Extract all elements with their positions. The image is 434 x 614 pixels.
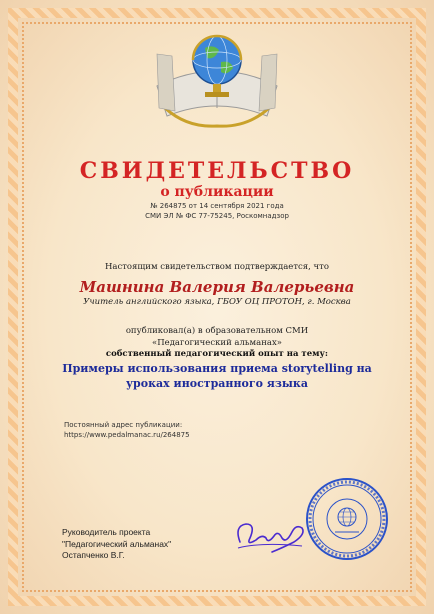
recipient-position: Учитель английского языка, ГБОУ ОЦ ПРОТОН, г. Москва <box>83 297 351 307</box>
confirm-text: Настоящим свидетельством подтверждается, что <box>104 262 329 272</box>
signer-name: Остапченко В.Г. <box>62 550 125 560</box>
signer-block <box>62 527 171 562</box>
registration-info: СМИ ЭЛ № ФС 77-75245, Роскомнадзор <box>145 212 289 220</box>
signature-icon <box>232 512 310 556</box>
certificate-subtitle: о публикации <box>160 184 274 200</box>
signer-role: Руководитель проекта <box>62 527 151 537</box>
certificate-number: № 264875 от 14 сентября 2021 года <box>150 202 284 210</box>
publication-topic: Примеры использования приема storytelling на уроках иностранного языка <box>62 362 372 390</box>
experience-text: собственный педагогический опыт на тему: <box>105 349 329 359</box>
published-line-1: опубликовал(а) в образовательном СМИ <box>125 326 309 336</box>
publication-address <box>64 420 190 440</box>
globe-book-emblem-icon <box>147 16 287 136</box>
address-url[interactable]: https://www.pedalmanac.ru/264875 <box>64 431 190 439</box>
signer-project: "Педагогический альманах" <box>62 538 172 549</box>
certificate-title: СВИДЕТЕЛЬСТВО <box>79 158 355 184</box>
address-label: Постоянный адрес публикации: <box>64 421 183 429</box>
published-line-2: «Педагогический альманах» <box>152 338 282 348</box>
published-info <box>0 325 434 349</box>
round-seal-icon <box>304 476 390 562</box>
recipient-name: Машнина Валерия Валерьевна <box>79 278 355 296</box>
